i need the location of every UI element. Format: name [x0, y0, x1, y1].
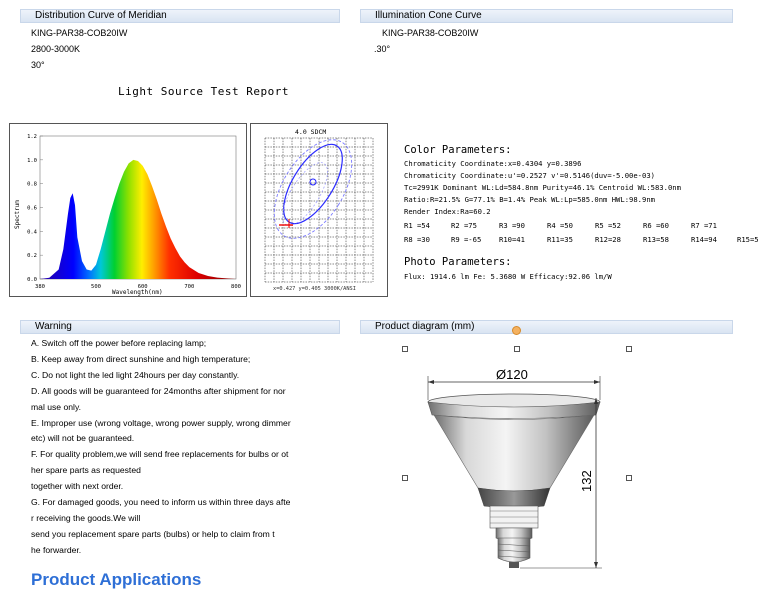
spectrum-x-tick: 800 — [231, 284, 241, 290]
warning-line: C. Do not light the led light 24hours per day constantly. — [31, 369, 240, 380]
warning-title: Warning — [35, 321, 72, 332]
spectrum-xlabel: Wavelength(nm) — [112, 289, 163, 296]
photo-params-title: Photo Parameters: — [404, 256, 512, 268]
warning-header — [20, 320, 340, 334]
chromaticity-point — [310, 179, 316, 185]
product-diagram-title: Product diagram (mm) — [375, 321, 475, 332]
chromaticity-panel — [250, 123, 388, 297]
spectrum-y-tick: 1.0 — [27, 157, 37, 164]
render-index-r9: R9 =-65 — [451, 235, 482, 244]
sdcm-label: 4.0 SDCM — [295, 128, 327, 136]
render-index-r6: R6 =60 — [643, 221, 669, 230]
height-label: 132 — [579, 470, 594, 492]
product-diagram-header — [360, 320, 733, 334]
render-index-r14: R14=94 — [691, 235, 717, 244]
color-param-line: Tc=2991K Dominant WL:Ld=584.8nm Purity=46.1% Centroid WL:583.0nm — [404, 183, 681, 192]
left-cct: 2800-3000K — [31, 44, 81, 54]
spectrum-chart-panel — [9, 123, 247, 297]
spectrum-x-tick: 700 — [184, 284, 195, 290]
distribution-curve-header — [20, 9, 340, 23]
spectrum-y-tick: 0.0 — [27, 277, 37, 283]
warning-line: A. Switch off the power before replacing lamp; — [31, 338, 207, 348]
warning-line: B. Keep away from direct sunshine and high temperature; — [31, 353, 251, 364]
spectrum-chart — [10, 124, 246, 296]
render-index-r8: R8 =30 — [404, 235, 430, 244]
resize-handle-top-left[interactable] — [402, 346, 408, 352]
color-params-title: Color Parameters: — [404, 144, 512, 156]
render-index-r11: R11=35 — [547, 235, 573, 244]
warning-line: D. All goods will be guaranteed for 24months after shipment for nor — [31, 385, 286, 396]
product-applications-heading: Product Applications — [31, 570, 202, 589]
warning-line: together with next order. — [31, 481, 124, 492]
render-index-r10: R10=41 — [499, 235, 525, 244]
render-index-r3: R3 =90 — [499, 221, 525, 230]
resize-handle-top[interactable] — [514, 346, 520, 352]
render-index-r2: R2 =75 — [451, 221, 477, 230]
spectrum-y-tick: 0.2 — [27, 253, 37, 260]
warning-line: send you replacement spare parts (bulbs) or help to claim from t — [31, 528, 275, 539]
warning-line: r receiving the goods.We will — [31, 512, 141, 523]
resize-handle-top-right[interactable] — [626, 346, 632, 352]
rotate-handle[interactable] — [512, 326, 521, 335]
spectrum-ylabel: Spectrum — [14, 200, 21, 229]
left-model: KING-PAR38-COB20IW — [31, 28, 128, 38]
diameter-label: Ø120 — [496, 367, 528, 382]
color-param-line: Chromaticity Coordinate:x=0.4304 y=0.3896 — [404, 159, 582, 168]
warning-line: etc) will not be guaranteed. — [31, 433, 135, 444]
color-param-line: Chromaticity Coordinate:u'=0.2527 v'=0.5146(duv=-5.00e-03) — [404, 171, 655, 180]
right-angle: .30° — [374, 44, 391, 54]
spectrum-x-tick: 500 — [91, 284, 101, 290]
spectrum-x-tick: 380 — [35, 284, 45, 290]
warning-line: G. For damaged goods, you need to inform us within three days afte — [31, 497, 291, 507]
warning-line: mal use only. — [31, 401, 81, 412]
product-diagram-drawing — [420, 360, 610, 580]
photo-param-line: Flux: 1914.6 lm Fe: 5.3680 W Efficacy:92.06 lm/W — [404, 272, 612, 281]
render-index-r4: R4 =50 — [547, 221, 573, 230]
distribution-curve-title: Distribution Curve of Meridian — [35, 10, 167, 21]
warning-line: E. Improper use (wrong voltage, wrong power supply, wrong dimmer — [31, 417, 291, 428]
render-index-r5: R5 =52 — [595, 221, 621, 230]
spectrum-x-tick: 600 — [137, 284, 148, 290]
render-index-r15: R15=5 — [737, 235, 759, 244]
left-angle: 30° — [31, 60, 45, 70]
spectrum-area — [40, 160, 236, 279]
spectrum-y-tick: 0.6 — [27, 205, 37, 212]
right-model: KING-PAR38-COB20IW — [382, 28, 479, 38]
spectrum-y-tick: 0.8 — [27, 181, 37, 188]
resize-handle-right[interactable] — [626, 475, 632, 481]
warning-line: her spare parts as requested — [31, 465, 141, 476]
chromaticity-diagram — [251, 124, 387, 296]
resize-handle-left[interactable] — [402, 475, 408, 481]
report-title: Light Source Test Report — [118, 85, 289, 98]
spectrum-y-tick: 0.4 — [27, 229, 37, 236]
warning-line: he forwarder. — [31, 544, 82, 555]
color-param-line: Ratio:R=21.5% G=77.1% B=1.4% Peak WL:Lp=585.0nm HWL:98.9nm — [404, 195, 655, 204]
illumination-cone-title: Illumination Cone Curve — [375, 10, 482, 21]
render-index-r7: R7 =71 — [691, 221, 717, 230]
chromaticity-footer: x=0.427 y=0.405 3000K/ANSI — [273, 286, 356, 292]
sdcm-ellipse — [272, 135, 354, 233]
render-index-r1: R1 =54 — [404, 221, 430, 230]
illumination-cone-header — [360, 9, 733, 23]
color-param-line: Render Index:Ra=60.2 — [404, 207, 491, 216]
render-index-r13: R13=58 — [643, 235, 669, 244]
warning-line: F. For quality problem,we will send free replacements for bulbs or ot — [31, 449, 289, 460]
spectrum-y-tick: 1.2 — [27, 134, 37, 140]
sdcm-ellipse-outer — [258, 126, 367, 251]
render-index-r12: R12=28 — [595, 235, 621, 244]
